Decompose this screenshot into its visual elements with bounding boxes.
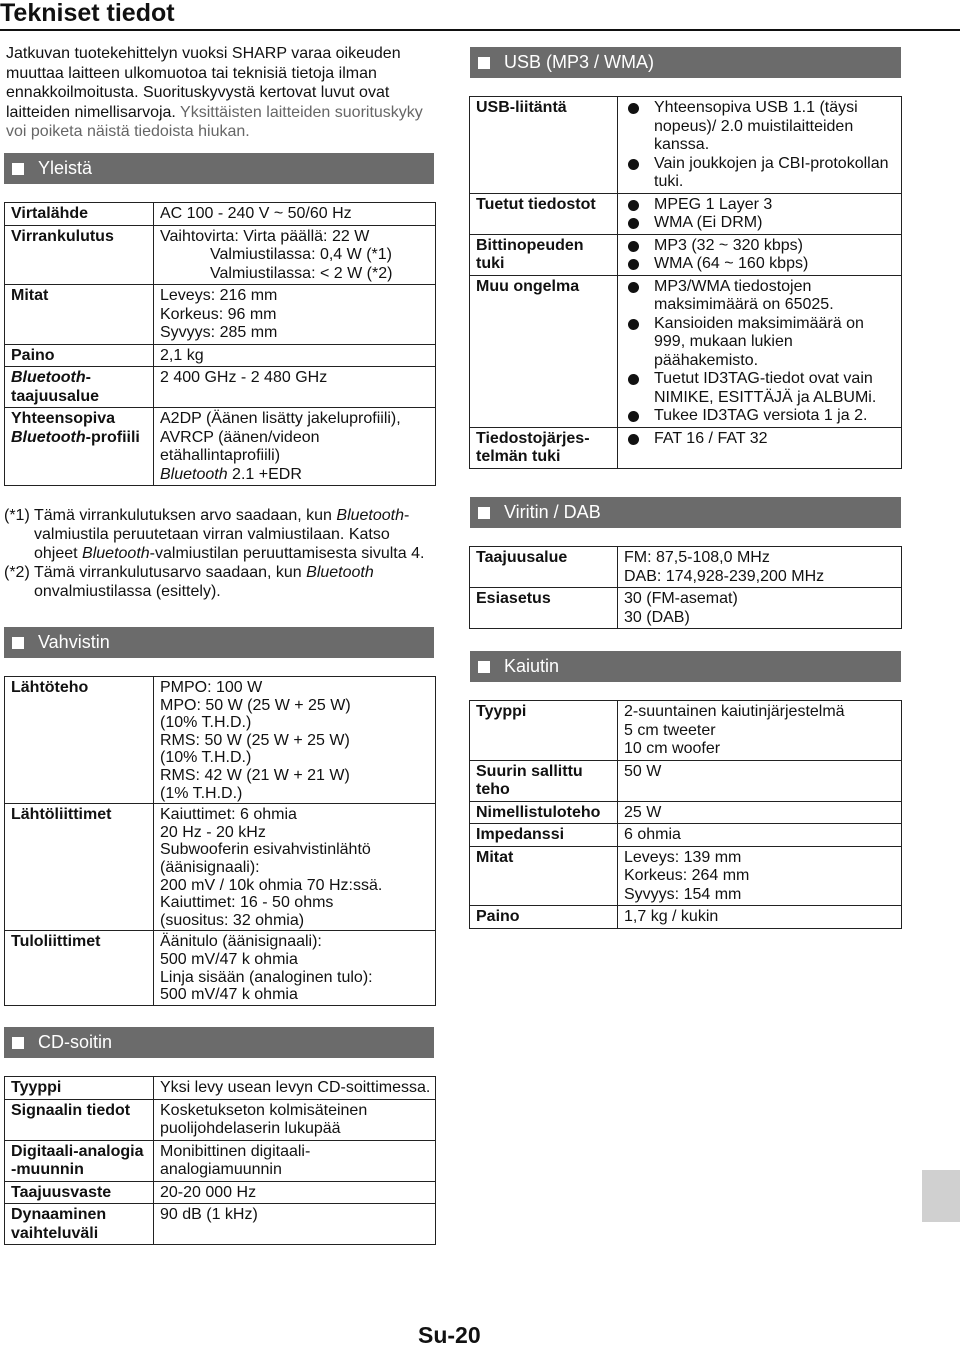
row-label: Mitat [470, 846, 618, 906]
row-label: Paino [5, 344, 154, 367]
table-row [5, 804, 436, 931]
value-line: RMS: 42 W (21 W + 21 W) [160, 766, 350, 784]
label-line: Yhteensopiva [11, 410, 116, 427]
tuner-table [469, 546, 902, 629]
footnote-tag: (*1) [4, 507, 30, 524]
value-line: (1% T.H.D.) [160, 784, 243, 802]
row-label: Mitat [5, 285, 154, 345]
value-line: 5 cm tweeter [624, 721, 716, 739]
bullet-item: Vain joukkojen ja CBI-protokollan tuki. [624, 155, 897, 192]
value-line: Vaihtovirta: Virta päällä: 22 W [160, 227, 370, 245]
row-label: Nimellistuloteho [470, 801, 618, 824]
row-value [154, 408, 436, 486]
row-value: Yksi levy usean levyn CD-soittimessa. [154, 1077, 436, 1100]
intro-text-gray: Yksittäisten laitteiden suorituskyky voi poiketa näistä tiedoista hiukan. [6, 103, 423, 140]
value-line: Korkeus: 264 mm [624, 867, 750, 884]
row-value: 2,1 kg [154, 344, 436, 367]
square-bullet-icon [478, 661, 490, 673]
bullet-item: Kansioiden maksimimäärä on 999, mukaan lukien päähakemisto. [624, 315, 897, 371]
footnote-italic: Bluetooth [336, 507, 404, 524]
row-value: Kosketukseton kolmisäteinen puolijohdelaserin lukupää [154, 1099, 436, 1140]
value-italic: Bluetooth [160, 465, 228, 483]
value-line: Valmiustilassa: 0,4 W (*1) [210, 246, 392, 263]
bullet-item: FAT 16 / FAT 32 [624, 430, 897, 449]
value-line: etähallintaprofiili) [160, 447, 281, 464]
footnote-text: -valmiustilan peruuttamisesta sivulta 4. [149, 545, 425, 562]
table-row [470, 97, 902, 194]
row-value [618, 547, 902, 588]
value-line: 30 (FM-asemat) [624, 590, 738, 607]
value-line: 20 Hz - 20 kHz [160, 823, 266, 841]
section-header-cd [4, 1027, 434, 1058]
row-label: Dynaaminen vaihteluväli [5, 1204, 154, 1245]
table-row [470, 846, 902, 906]
value-line: 2-suuntainen kaiutinjärjestelmä [624, 703, 845, 720]
row-label: Taajuusvaste [5, 1181, 154, 1204]
row-value [154, 931, 436, 1005]
table-row [5, 1099, 436, 1140]
row-value [618, 193, 902, 234]
intro-text: Jatkuvan tuotekehittelyn vuoksi SHARP varaa oikeuden muuttaa laitteen ulkomuotoa tai teknisiä tietoja ilman ennakkoilmoitusta. Suorituskyvystä kertovat luvut ovat laitteiden nimellisarvoja. [6, 45, 401, 121]
table-row [470, 760, 902, 801]
cd-table [4, 1076, 436, 1245]
footnote-text: Tämä virrankulutusarvo saadaan, kun [34, 564, 307, 581]
side-tab-marker [922, 1170, 960, 1222]
row-value [618, 234, 902, 275]
value-line: Kaiuttimet: 16 - 50 ohms [160, 894, 334, 912]
page-title: Tekniset tiedot [0, 0, 175, 27]
value-line: MPO: 50 W (25 W + 25 W) [160, 696, 351, 714]
bullet-item: WMA (64 ~ 160 kbps) [624, 255, 897, 274]
value-line: Subwooferin esivahvistinlähtö [160, 841, 371, 859]
table-row [5, 931, 436, 1005]
value-line: Kaiuttimet: 6 ohmia [160, 806, 297, 824]
bullet-item: MP3/WMA tiedostojen maksimimäärä on 65025. [624, 278, 897, 315]
value-line: 10 cm woofer [624, 740, 721, 757]
value-line: Korkeus: 96 mm [160, 305, 277, 323]
footnotes [4, 506, 436, 601]
row-value [154, 285, 436, 345]
section-header-amplifier [4, 627, 434, 658]
row-label: Tyyppi [470, 701, 618, 761]
square-bullet-icon [12, 1037, 24, 1049]
table-row [470, 547, 902, 588]
footnote-1 [4, 506, 436, 563]
table-row [5, 1140, 436, 1181]
row-value: 20-20 000 Hz [154, 1181, 436, 1204]
table-row [5, 1181, 436, 1204]
table-row [5, 1204, 436, 1245]
row-label: USB-liitäntä [470, 97, 618, 194]
table-row [5, 203, 436, 226]
footnote-text: -valmiustila peruutetaan virran valmiustilaan. Katso ohjeet [34, 507, 410, 562]
row-label: Tiedostojärjes-telmän tuki [470, 427, 618, 468]
table-row [470, 588, 902, 629]
row-label: Esiasetus [470, 588, 618, 629]
value-line: RMS: 50 W (25 W + 25 W) [160, 731, 350, 749]
section-title: Vahvistin [38, 632, 110, 652]
label-italic: Bluetooth [11, 369, 86, 386]
amplifier-table [4, 676, 436, 1006]
row-value: 25 W [618, 801, 902, 824]
table-row [470, 801, 902, 824]
row-label: Tyyppi [5, 1077, 154, 1100]
table-row [5, 1077, 436, 1100]
table-row [470, 427, 902, 468]
row-value [618, 588, 902, 629]
value-line: Syvyys: 285 mm [160, 324, 278, 341]
row-label: Tuloliittimet [5, 931, 154, 1005]
row-value [618, 701, 902, 761]
value-line: (äänisignaali): [160, 858, 260, 876]
section-title: Yleistä [38, 158, 93, 178]
row-value [154, 677, 436, 804]
section-title: Viritin / DAB [504, 502, 601, 522]
section-header-general [4, 153, 434, 184]
row-label: Bittinopeuden tuki [470, 234, 618, 275]
value-line [160, 466, 431, 485]
row-value [618, 846, 902, 906]
label-rest: -taajuusalue [11, 369, 100, 405]
value-line: PMPO: 100 W [160, 679, 263, 696]
row-label: Virtalähde [5, 203, 154, 226]
table-row [5, 677, 436, 804]
table-row [5, 367, 436, 408]
bullet-item: Tuetut ID3TAG-tiedot ovat vain NIMIKE, ESITTÄJÄ ja ALBUMi. [624, 370, 897, 407]
footnote-2 [4, 563, 436, 601]
value-line: Valmiustilassa: < 2 W (*2) [210, 264, 393, 282]
row-value [154, 804, 436, 931]
title-rule [0, 29, 960, 31]
row-label: Taajuusalue [470, 547, 618, 588]
general-table [4, 202, 436, 486]
row-label: Impedanssi [470, 824, 618, 847]
table-row [5, 344, 436, 367]
square-bullet-icon [478, 57, 490, 69]
value-line: Linja sisään (analoginen tulo): [160, 968, 373, 986]
label-italic: Bluetooth [11, 428, 86, 446]
bullet-item: WMA (Ei DRM) [624, 214, 897, 233]
intro-paragraph [6, 44, 434, 142]
bullet-item: MP3 (32 ~ 320 kbps) [624, 237, 897, 256]
row-value: 1,7 kg / kukin [618, 906, 902, 929]
row-label: Digitaali-analogia -muunnin [5, 1140, 154, 1181]
value-line: 500 mV/47 k ohmia [160, 986, 298, 1004]
section-header-speaker [470, 651, 901, 682]
table-row [470, 234, 902, 275]
row-value [618, 427, 902, 468]
value-line: (suositus: 32 ohmia) [160, 911, 305, 929]
row-value: 2 400 GHz - 2 480 GHz [154, 367, 436, 408]
bullet-item: Yhteensopiva USB 1.1 (täysi nopeus)/ 2.0 muistilaitteiden kanssa. [624, 99, 897, 155]
footnote-italic: Bluetooth [306, 564, 374, 581]
row-value [618, 275, 902, 427]
table-row [5, 225, 436, 285]
value-line: 30 (DAB) [624, 608, 690, 626]
row-label [5, 367, 154, 408]
row-value: 50 W [618, 760, 902, 801]
value-line: Leveys: 216 mm [160, 287, 278, 304]
value-line: 500 mV/47 k ohmia [160, 950, 298, 968]
speaker-table [469, 700, 902, 929]
row-value: AC 100 - 240 V ~ 50/60 Hz [154, 203, 436, 226]
row-value: 6 ohmia [618, 824, 902, 847]
row-label [5, 408, 154, 486]
row-value: Monibittinen digitaali-analogiamuunnin [154, 1140, 436, 1181]
value-line: Äänitulo (äänisignaali): [160, 933, 322, 951]
row-value [154, 225, 436, 285]
section-title: CD-soitin [38, 1032, 113, 1052]
table-row [5, 408, 436, 486]
table-row [470, 275, 902, 427]
square-bullet-icon [12, 637, 24, 649]
section-header-usb [470, 47, 901, 78]
table-row [5, 285, 436, 345]
label-rest: -profiili [85, 428, 140, 446]
row-value: 90 dB (1 kHz) [154, 1204, 436, 1245]
table-row [470, 906, 902, 929]
row-label: Signaalin tiedot [5, 1099, 154, 1140]
footnote-text: Tämä virrankulutuksen arvo saadaan, kun [34, 507, 337, 524]
row-label: Tuetut tiedostot [470, 193, 618, 234]
section-title: USB (MP3 / WMA) [504, 52, 655, 72]
section-header-tuner [470, 497, 901, 528]
bullet-item: MPEG 1 Layer 3 [624, 196, 897, 215]
square-bullet-icon [478, 507, 490, 519]
row-label: Lähtöliittimet [5, 804, 154, 931]
page-number: Su-20 [418, 1322, 481, 1348]
row-value [618, 97, 902, 194]
value-line: DAB: 174,928-239,200 MHz [624, 567, 825, 585]
value-rest: 2.1 +EDR [227, 465, 302, 483]
row-label: Lähtöteho [5, 677, 154, 804]
row-label: Suurin sallittu teho [470, 760, 618, 801]
section-title: Kaiutin [504, 656, 560, 676]
value-line: A2DP (Äänen lisätty jakeluprofiili), [160, 410, 401, 427]
table-row [470, 193, 902, 234]
label-line [11, 429, 149, 448]
bullet-item: Tukee ID3TAG versiota 1 ja 2. [624, 407, 897, 426]
row-label: Muu ongelma [470, 275, 618, 427]
value-line: (10% T.H.D.) [160, 714, 252, 732]
footnote-tag: (*2) [4, 564, 30, 581]
row-label: Virrankulutus [5, 225, 154, 285]
value-line: FM: 87,5-108,0 MHz [624, 549, 770, 566]
footnote-text: onvalmiustilassa (esittely). [34, 583, 221, 600]
square-bullet-icon [12, 163, 24, 175]
value-line: Leveys: 139 mm [624, 848, 742, 866]
footnote-italic: Bluetooth [82, 545, 150, 562]
value-line: Syvyys: 154 mm [624, 885, 742, 903]
value-line: 200 mV / 10k ohmia 70 Hz:ssä. [160, 876, 383, 894]
value-line: (10% T.H.D.) [160, 749, 252, 767]
table-row [470, 824, 902, 847]
table-row [470, 701, 902, 761]
row-label: Paino [470, 906, 618, 929]
usb-table [469, 96, 902, 469]
value-line: AVRCP (äänen/videon [160, 428, 320, 446]
